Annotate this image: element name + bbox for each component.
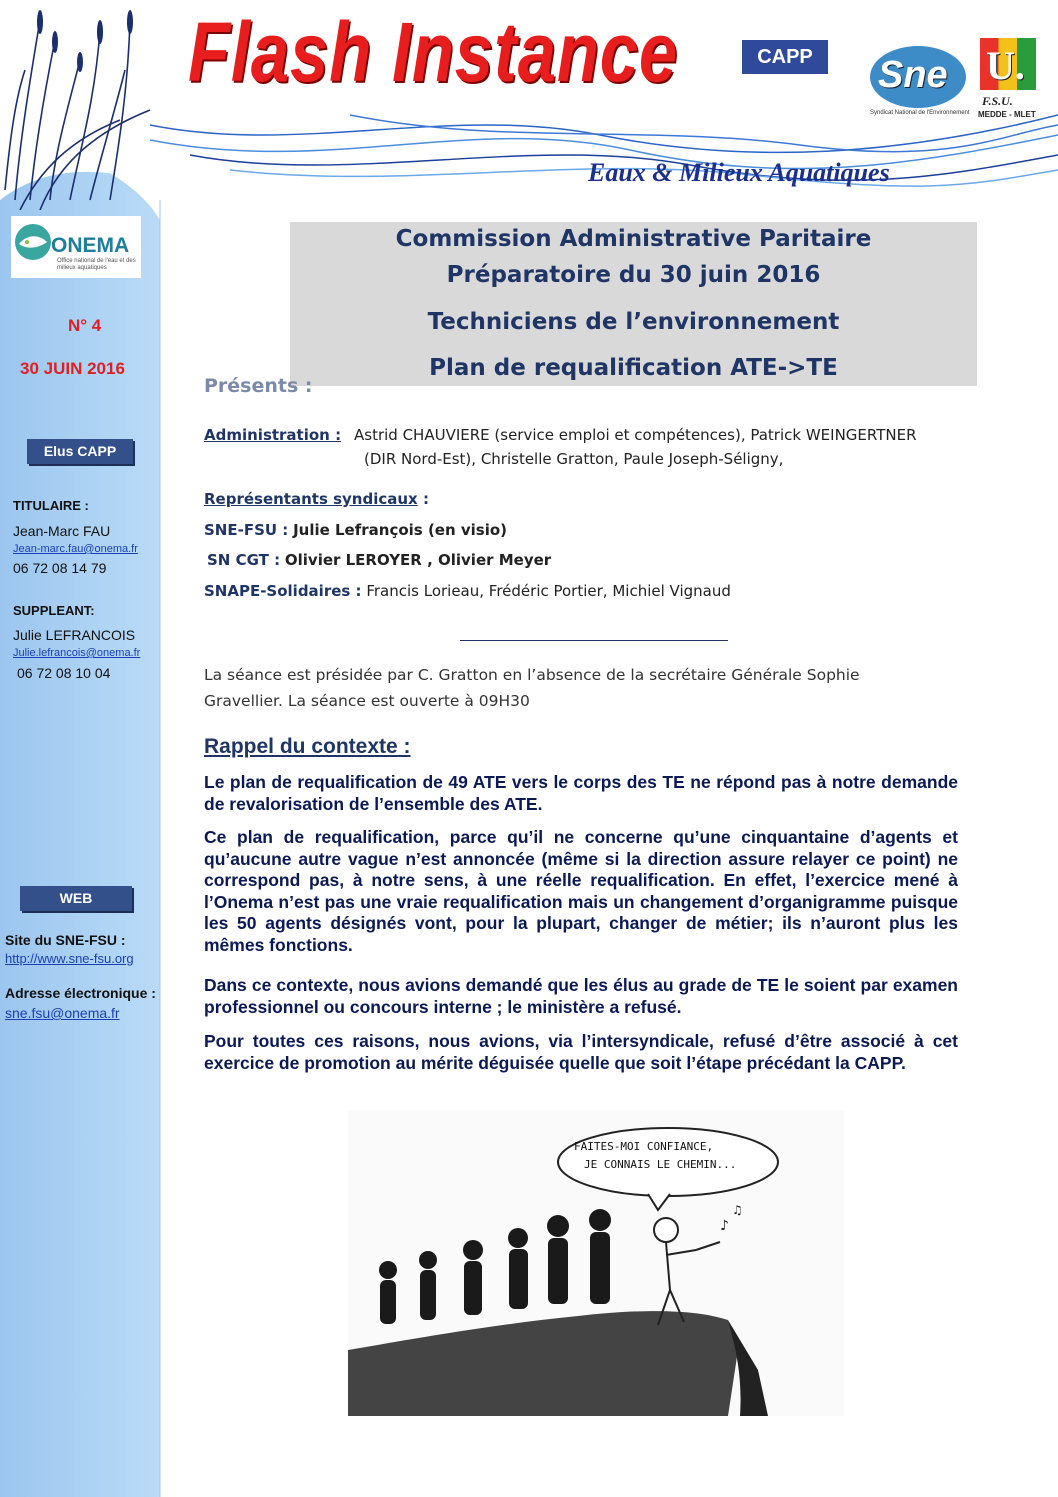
sne-fsu-label: SNE-FSU :: [204, 521, 289, 539]
cgt-label: SN CGT :: [207, 551, 281, 569]
suppleant-email-link[interactable]: Julie.lefrancois@onema.fr: [13, 647, 141, 659]
sne-fsu-value: Julie Lefrançois (en visio): [293, 521, 508, 539]
cartoon-illustration: [348, 1110, 844, 1416]
newsletter-subtitle: Eaux & Milieux Aquatiques: [588, 158, 890, 187]
presents-heading: Présents :: [204, 375, 313, 397]
snape-value: Francis Lorieau, Frédéric Portier, Michiel Vignaud: [366, 582, 731, 600]
cartoon-speech-line-1: FAITES-MOI CONFIANCE,: [574, 1140, 714, 1153]
title-line-2: Préparatoire du 30 juin 2016: [446, 262, 821, 288]
snape-row: [204, 582, 731, 600]
issue-number: N° 4: [68, 316, 102, 335]
rep-label: Représentants syndicaux: [204, 490, 418, 508]
rappel-paragraph-1: Le plan de requalification de 49 ATE vers le corps des TE ne répond pas à notre demande de revalorisation de l’ensemble des ATE.: [204, 772, 958, 814]
snape-label: SNAPE-Solidaires :: [204, 582, 362, 600]
web-label: WEB: [20, 886, 132, 911]
cartoon-drawing: [348, 1110, 844, 1416]
rep-heading: [204, 490, 429, 508]
titulaire-email-link[interactable]: Jean-marc.fau@onema.fr: [13, 543, 138, 555]
title-line-3: Techniciens de l’environnement: [427, 309, 840, 335]
sne-logo-text: Sne: [878, 54, 948, 96]
issue-date: 30 JUIN 2016: [20, 359, 125, 378]
sidebar: [0, 0, 183, 1497]
rappel-heading: Rappel du contexte :: [204, 735, 411, 758]
onema-logo-tagline: Office national de l'eau et des milieux aquatiques: [57, 258, 136, 271]
rappel-paragraph-4: Pour toutes ces raisons, nous avions, via l’intersyndicale, refusé d’être associé à cet exercice de promotion au mérite déguisée quelle que soit l’étape précédant la CAPP.: [204, 1031, 958, 1073]
fsu-logo: [976, 36, 1040, 122]
title-line-1: Commission Administrative Paritaire: [395, 226, 872, 252]
onema-logo-name: ONEMA: [51, 234, 130, 257]
svg-text:♫: ♫: [732, 1203, 743, 1217]
onema-logo: [11, 216, 141, 278]
email-label: Adresse électronique :: [5, 985, 156, 1001]
section-divider: [460, 640, 728, 641]
suppleant-phone: 06 72 08 10 04: [17, 665, 111, 681]
title-line-4: Plan de requalification ATE->TE: [429, 355, 838, 381]
suppleant-name: Julie LEFRANCOIS: [13, 627, 136, 643]
title-block: [290, 222, 977, 386]
seance-line-2: Gravellier. La séance est ouverte à 09H30: [204, 692, 530, 710]
site-url-link[interactable]: http://www.sne-fsu.org: [5, 951, 134, 966]
elus-capp-label: Elus CAPP: [27, 439, 133, 464]
cgt-row: [207, 551, 551, 569]
titulaire-name: Jean-Marc FAU: [13, 523, 111, 539]
email-link[interactable]: sne.fsu@onema.fr: [5, 1005, 120, 1021]
rappel-paragraph-2: Ce plan de requalification, parce qu’il ne concerne qu’une cinquantaine d’agents et qu’aucune autre vague n’est annoncée (même si la direction assure relayer ce point) ne correspond pas, à notre sens, à une réelle requalification. En effet, l’exercice mené à l’Onema n’est pas une vraie requalification mais un changement d’organigramme puisque les 50 agents désignés vont, pour la plupart, changer de métier; ils n’auront plus les mêmes fonctions.: [204, 827, 958, 955]
admin-line-2: (DIR Nord-Est), Christelle Gratton, Paule Joseph-Séligny,: [364, 450, 784, 468]
capp-badge: CAPP: [742, 40, 828, 74]
newsletter-title: Flash Instance: [188, 5, 678, 99]
titulaire-label: TITULAIRE :: [13, 498, 89, 513]
suppleant-label: SUPPLEANT:: [13, 603, 95, 618]
cartoon-speech-line-2: JE CONNAIS LE CHEMIN...: [584, 1158, 737, 1171]
fsu-logo-text: F.S.U.: [982, 94, 1013, 108]
rappel-paragraph-3: Dans ce contexte, nous avions demandé que les élus au grade de TE le soient par examen professionnel ou concours interne ; le ministère a refusé.: [204, 975, 958, 1017]
sne-logo: [870, 38, 968, 120]
titulaire-phone: 06 72 08 14 79: [13, 560, 107, 576]
fsu-logo-tagline: MEDDE - MLET: [978, 110, 1036, 119]
seance-line-1: La séance est présidée par C. Gratton en l’absence de la secrétaire Générale Sophie: [204, 666, 860, 684]
rep-colon: :: [417, 490, 429, 508]
site-label: Site du SNE-FSU :: [5, 932, 126, 948]
admin-label: Administration :: [204, 426, 342, 444]
sne-fsu-row: [204, 521, 507, 539]
sne-logo-tagline: Syndicat National de l'Environnement: [870, 110, 970, 116]
cgt-value: Olivier LEROYER , Olivier Meyer: [284, 551, 552, 569]
fsu-logo-mark: U.: [986, 43, 1025, 88]
admin-line-1: Astrid CHAUVIERE (service emploi et compétences), Patrick WEINGERTNER: [354, 426, 917, 444]
svg-text:♪: ♪: [720, 1218, 729, 1234]
onema-fish-icon: [13, 220, 53, 264]
